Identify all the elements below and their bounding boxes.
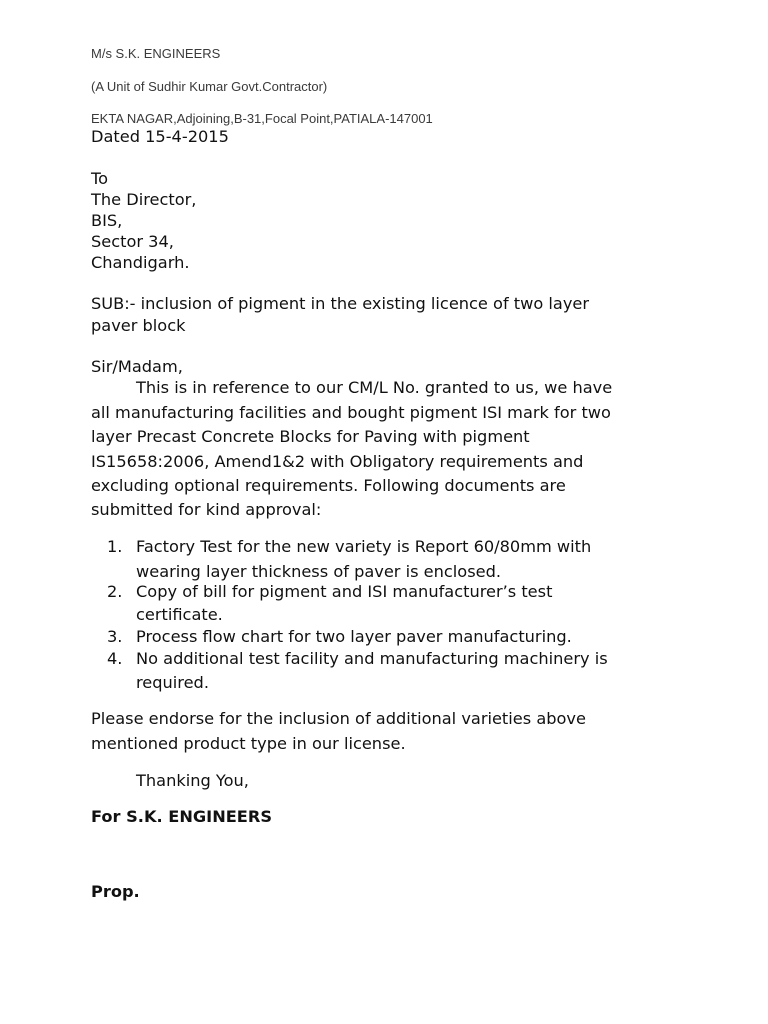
- closing-line: mentioned product type in our license.: [91, 734, 406, 753]
- subject-text-line: SUB:- inclusion of pigment in the existing licence of two layer: [91, 294, 590, 313]
- letterhead-unit-line: (A Unit of Sudhir Kumar Govt.Contractor): [91, 79, 328, 94]
- signature-firm: For S.K. ENGINEERS: [91, 807, 272, 826]
- recipient-sector: Sector 34,: [91, 232, 174, 251]
- list-item-text: Factory Test for the new variety is Report 60/80mm with: [136, 537, 592, 556]
- subject-text-line: paver block: [91, 316, 186, 335]
- body-line: excluding optional requirements. Following documents are: [91, 476, 566, 495]
- list-item-number: 3.: [107, 627, 123, 646]
- signature-designation: Prop.: [91, 882, 140, 901]
- list-item-number: 2.: [107, 582, 123, 601]
- list-item-number: 1.: [107, 537, 123, 556]
- letter-date: Dated 15-4-2015: [91, 127, 229, 146]
- recipient-title: The Director,: [91, 190, 197, 209]
- body-line: This is in reference to our CM/L No. granted to us, we have: [136, 378, 613, 397]
- list-item-number: 4.: [107, 649, 123, 668]
- list-item-text: Copy of bill for pigment and ISI manufacturer’s test: [136, 582, 553, 601]
- body-line: layer Precast Concrete Blocks for Paving with pigment: [91, 427, 530, 446]
- letterhead-firm-name: M/s S.K. ENGINEERS: [91, 46, 221, 61]
- recipient-to: To: [91, 169, 109, 188]
- salutation: Sir/Madam,: [91, 357, 183, 376]
- body-line: all manufacturing facilities and bought pigment ISI mark for two: [91, 403, 611, 422]
- recipient-org: BIS,: [91, 211, 123, 230]
- list-item-text: No additional test facility and manufacturing machinery is: [136, 649, 608, 668]
- body-line: IS15658:2006, Amend1&2 with Obligatory requirements and: [91, 452, 584, 471]
- list-item-text: Process flow chart for two layer paver manufacturing.: [136, 627, 572, 646]
- list-item-text: certificate.: [136, 605, 223, 624]
- body-line: submitted for kind approval:: [91, 500, 322, 519]
- list-item-text: required.: [136, 673, 209, 692]
- letterhead-address: EKTA NAGAR,Adjoining,B-31,Focal Point,PATIALA-147001: [91, 111, 433, 126]
- list-item-text: wearing layer thickness of paver is enclosed.: [136, 562, 502, 581]
- thanking-line: Thanking You,: [136, 771, 249, 790]
- closing-line: Please endorse for the inclusion of additional varieties above: [91, 709, 586, 728]
- recipient-city: Chandigarh.: [91, 253, 190, 272]
